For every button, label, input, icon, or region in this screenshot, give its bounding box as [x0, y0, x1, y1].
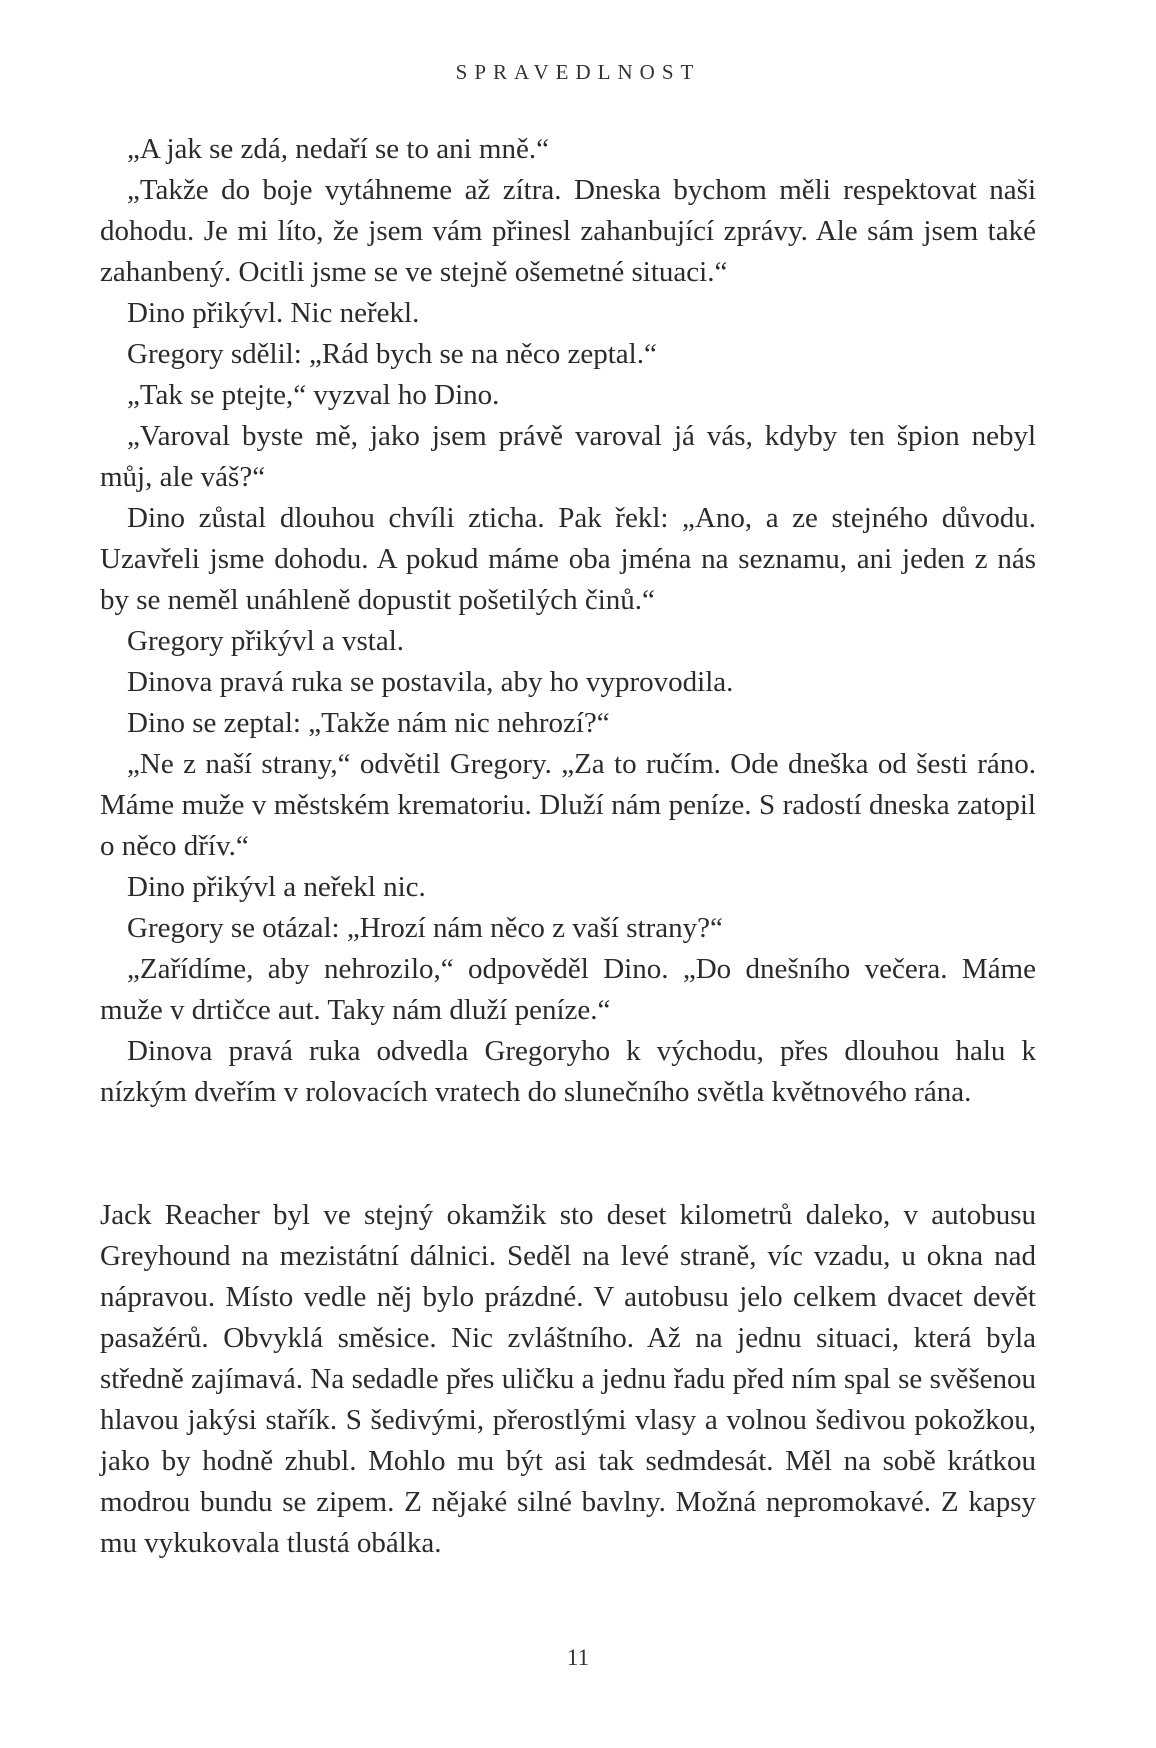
paragraph: „Takže do boje vytáhneme až zítra. Dneska bychom měli respektovat naši dohodu. Je mi líto, že jsem vám přinesl zahanbující zprávy. Ale sám jsem také zahanbený. Ocitli jsme se ve stejně ošemetné situaci.“ [100, 174, 1036, 288]
paragraph: Dino zůstal dlouhou chvíli zticha. Pak řekl: „Ano, a ze stejného důvodu. Uzavřeli jsme dohodu. A pokud máme oba jména na seznamu, ani jeden z nás by se neměl unáhleně dopustit pošetilých činů.“ [100, 502, 1036, 616]
paragraph: Dino přikývl a neřekl nic. [127, 871, 426, 903]
page-number: 11 [566, 1645, 590, 1670]
paragraph: Gregory sdělil: „Rád bych se na něco zeptal.“ [127, 338, 657, 370]
running-head: SPRAVEDLNOST [455, 60, 701, 84]
paragraph: Dinova pravá ruka se postavila, aby ho vyprovodila. [127, 666, 734, 698]
paragraph: „Ne z naší strany,“ odvětil Gregory. „Za to ručím. Ode dneška od šesti ráno. Máme muže v městském krematoriu. Dluží nám peníze. S radostí dneska zatopil o něco dřív.“ [100, 748, 1036, 862]
paragraph: „Zařídíme, aby nehrozilo,“ odpověděl Dino. „Do dnešního večera. Máme muže v drtičce aut. Taky nám dluží peníze.“ [100, 953, 1036, 1026]
paragraph: „A jak se zdá, nedaří se to ani mně.“ [127, 133, 549, 165]
paragraph: Gregory přikývl a vstal. [127, 625, 405, 657]
paragraph: Dino přikývl. Nic neřekl. [127, 297, 420, 329]
paragraph: Jack Reacher byl ve stejný okamžik sto deset kilometrů daleko, v autobusu Greyhound na mezistátní dálnici. Seděl na levé straně, víc vzadu, u okna nad nápravou. Místo vedle něj bylo prázdné. V autobusu jelo celkem dvacet devět pasažérů. Obvyklá směsice. Nic zvláštního. Až na jednu situaci, která byla středně zajímavá. Na sedadle přes uličku a jednu řadu před ním spal se svěšenou hlavou jakýsi stařík. S šedivými, přerostlými vlasy a volnou šedivou pokožkou, jako by hodně zhubl. Mohlo mu být asi tak sedmdesát. Měl na sobě krátkou modrou bundu se zipem. Z nějaké silné bavlny. Možná nepromokavé. Z kapsy mu vykukovala tlustá obálka. [100, 1199, 1036, 1559]
paragraph: „Varoval byste mě, jako jsem právě varoval já vás, kdyby ten špion nebyl můj, ale váš?“ [100, 420, 1036, 493]
paragraph: „Tak se ptejte,“ vyzval ho Dino. [127, 379, 500, 411]
paragraph: Dino se zeptal: „Takže nám nic nehrozí?“ [127, 707, 610, 739]
paragraph: Dinova pravá ruka odvedla Gregoryho k východu, přes dlouhou halu k nízkým dveřím v rolovacích vratech do slunečního světla květnového rána. [100, 1035, 1036, 1108]
section-2 [100, 1195, 1036, 1564]
section-1 [100, 129, 1036, 1113]
paragraph: Gregory se otázal: „Hrozí nám něco z vaší strany?“ [127, 912, 723, 944]
